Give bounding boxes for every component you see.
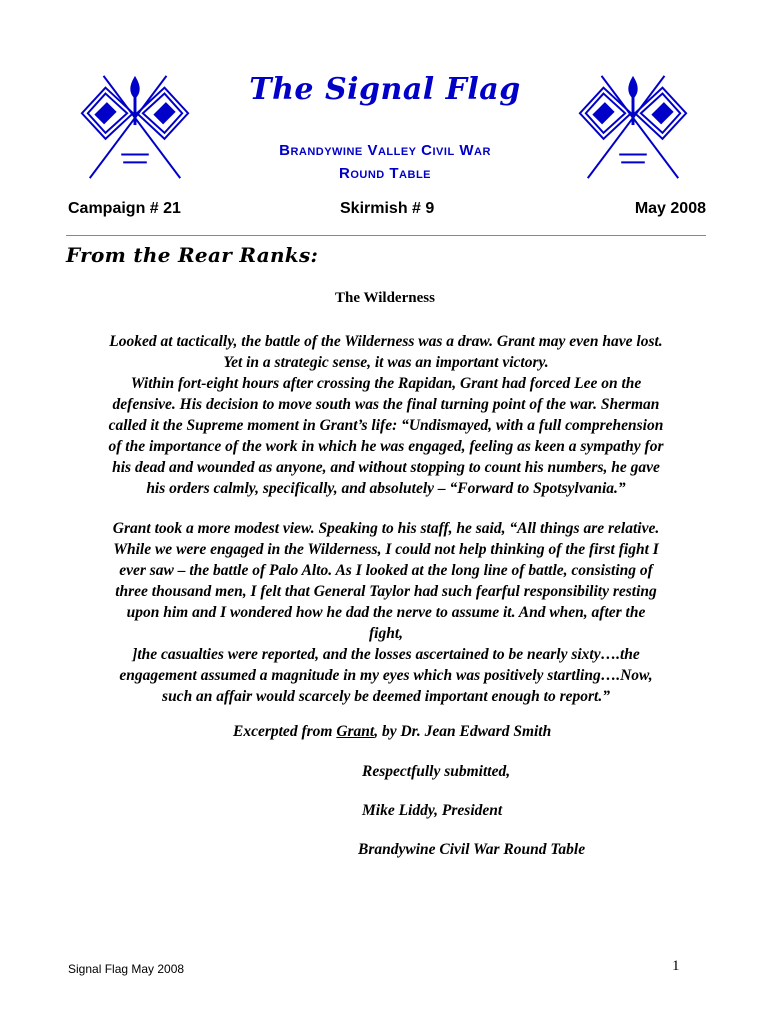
paragraph-line: Looked at tactically, the battle of the Wilderness was a draw. Grant may even have lost. [109,333,663,350]
organization-name: Brandywine Civil War Round Table [358,841,586,858]
subtitle-line-2: Round Table [339,165,431,182]
article-title: The Wilderness [335,290,435,306]
subtitle-line-1: Brandywine Valley Civil War [279,142,491,159]
credit-book-title: Grant [336,723,375,740]
paragraph-line: such an affair would scarcely be deemed important enough to report.” [162,688,610,705]
paragraph-line: ever saw – the battle of Palo Alto. As I looked at the long line of battle, consisting of [119,562,653,579]
paragraph-line: While we were engaged in the Wilderness, I could not help thinking of the first fight I [113,541,659,558]
section-heading: From the Rear Ranks: [66,243,319,267]
signer-name: Mike Liddy, President [362,802,503,819]
campaign-number: Campaign # 21 [68,200,181,217]
credit-suffix: , by Dr. Jean Edward Smith [374,723,552,740]
paragraph-line: Within fort-eight hours after crossing the Rapidan, Grant had forced Lee on the [130,375,642,392]
paragraph-line: three thousand men, I felt that General Taylor had such fearful responsibility resting [115,583,657,600]
signal-flags-logo-left [76,68,194,186]
crossed-signal-flags-icon [580,76,686,178]
paragraph-line: engagement assumed a magnitude in my eyes which was positively startling….Now, [119,667,653,684]
paragraph-line: called it the Supreme moment in Grant’s life: “Undismayed, with a full comprehension [108,417,664,434]
issue-date: May 2008 [634,200,706,217]
excerpt-credit [233,723,551,741]
paragraph-line: his orders calmly, specifically, and absolutely – “Forward to Spotsylvania.” [146,480,626,497]
paragraph-line: fight, [368,625,404,642]
paragraph-line: ]the casualties were reported, and the losses ascertained to be nearly sixty….the [132,646,640,663]
paragraph-line: his dead and wounded as anyone, and without stopping to count his numbers, he gave [112,459,660,476]
paragraph-line: defensive. His decision to move south was the final turning point of the war. Sherman [112,396,660,413]
article-paragraph-1 [66,331,706,499]
sign-off: Respectfully submitted, [362,763,511,780]
newsletter-title: The Signal Flag [249,72,521,107]
crossed-signal-flags-icon [82,76,188,178]
skirmish-number: Skirmish # 9 [340,200,435,217]
paragraph-line: Grant took a more modest view. Speaking to his staff, he said, “All things are relative. [112,520,660,537]
header-divider [66,235,706,236]
signal-flags-logo-right [574,68,692,186]
paragraph-line: upon him and I wondered how he dad the nerve to assume it. And when, after the [126,604,646,621]
paragraph-line: of the importance of the work in which he was engaged, feeling as keen a sympathy for [108,438,664,455]
page-footer: Signal Flag May 2008 [68,962,185,976]
paragraph-line: Yet in a strategic sense, it was an important victory. [223,354,549,371]
credit-prefix: Excerpted from [233,723,337,740]
newsletter-subtitle [190,139,580,185]
page-number: 1 [672,958,680,974]
article-paragraph-2 [66,518,706,707]
